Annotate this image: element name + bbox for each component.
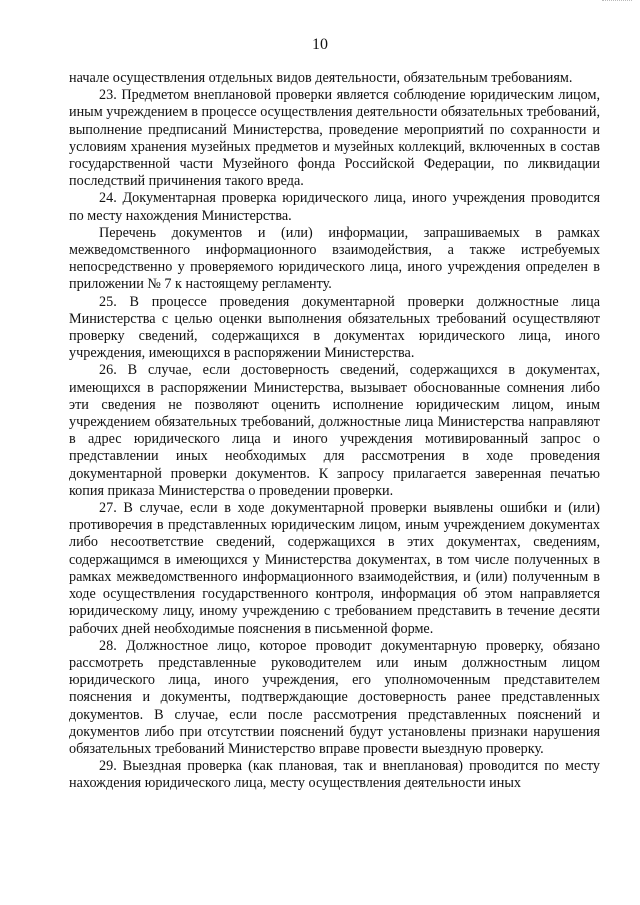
document-body bbox=[69, 70, 600, 793]
paragraph-23: 23. Предметом внеплановой проверки является соблюдение юридическим лицом, иным учреждением в процессе осуществления деятельности обязательных требований, выполнение предписаний Министерства, проведение мероприятий по сохранности и условиям хранения музейных предметов и музейных коллекций, включенных в состав государственной части Музейного фонда Российской Федерации, по ликвидации последствий причинения такого вреда. bbox=[69, 87, 600, 190]
scan-corner-mark bbox=[602, 0, 632, 3]
paragraph-27: 27. В случае, если в ходе документарной проверки выявлены ошибки и (или) противоречия в представленных юридическим лицом, иным учреждением документах либо несоответствие сведений, содержащихся в этих документах, сведениям, содержащимся в имеющихся у Министерства документах, в том числе полученных в рамках межведомственного информационного взаимодействия, и (или) полученным в ходе осуществления государственного контроля, информация об этом направляется юридическому лицу, иному учреждению с требованием представить в течение десяти рабочих дней необходимые пояснения в письменной форме. bbox=[69, 500, 600, 637]
paragraph-24: 24. Документарная проверка юридического лица, иного учреждения проводится по месту нахождения Министерства. bbox=[69, 190, 600, 224]
paragraph-26: 26. В случае, если достоверность сведений, содержащихся в документах, имеющихся в распоряжении Министерства, вызывает обоснованные сомнения либо эти сведения не позволяют оценить исполнение юридическим лицом, иным учреждением обязательных требований, должностные лица Министерства направляют в адрес юридического лица и иного учреждения мотивированный запрос о представлении иных необходимых для рассмотрения в ходе проведения документарной проверки документов. К запросу прилагается заверенная печатью копия приказа Министерства о проведении проверки. bbox=[69, 362, 600, 499]
paragraph-25: 25. В процессе проведения документарной проверки должностные лица Министерства с целью оценки выполнения обязательных требований осуществляют проверку сведений, содержащихся в документах юридического лица, иного учреждения, имеющихся в распоряжении Министерства. bbox=[69, 293, 600, 362]
paragraph-28: 28. Должностное лицо, которое проводит документарную проверку, обязано рассмотреть представленные руководителем или иным должностным лицом юридического лица, иного учреждения, его уполномоченным представителем пояснения и документы, подтверждающие достоверность ранее представленных документов. В случае, если после рассмотрения представленных пояснений и документов либо при отсутствии пояснений будут установлены признаки нарушения обязательных требований Министерство вправе провести выездную проверку. bbox=[69, 637, 600, 757]
page-number: 10 bbox=[312, 36, 328, 53]
paragraph-continuation: начале осуществления отдельных видов деятельности, обязательным требованиям. bbox=[69, 70, 573, 86]
paragraph-29: 29. Выездная проверка (как плановая, так и внеплановая) проводится по месту нахождения юридического лица, месту осуществления деятельности иных bbox=[69, 758, 600, 792]
paragraph-documents-list: Перечень документов и (или) информации, запрашиваемых в рамках межведомственного информационного взаимодействия, а также истребуемых непосредственно у проверяемого юридического лица, иного учреждения определен в приложении № 7 к настоящему регламенту. bbox=[69, 224, 600, 293]
